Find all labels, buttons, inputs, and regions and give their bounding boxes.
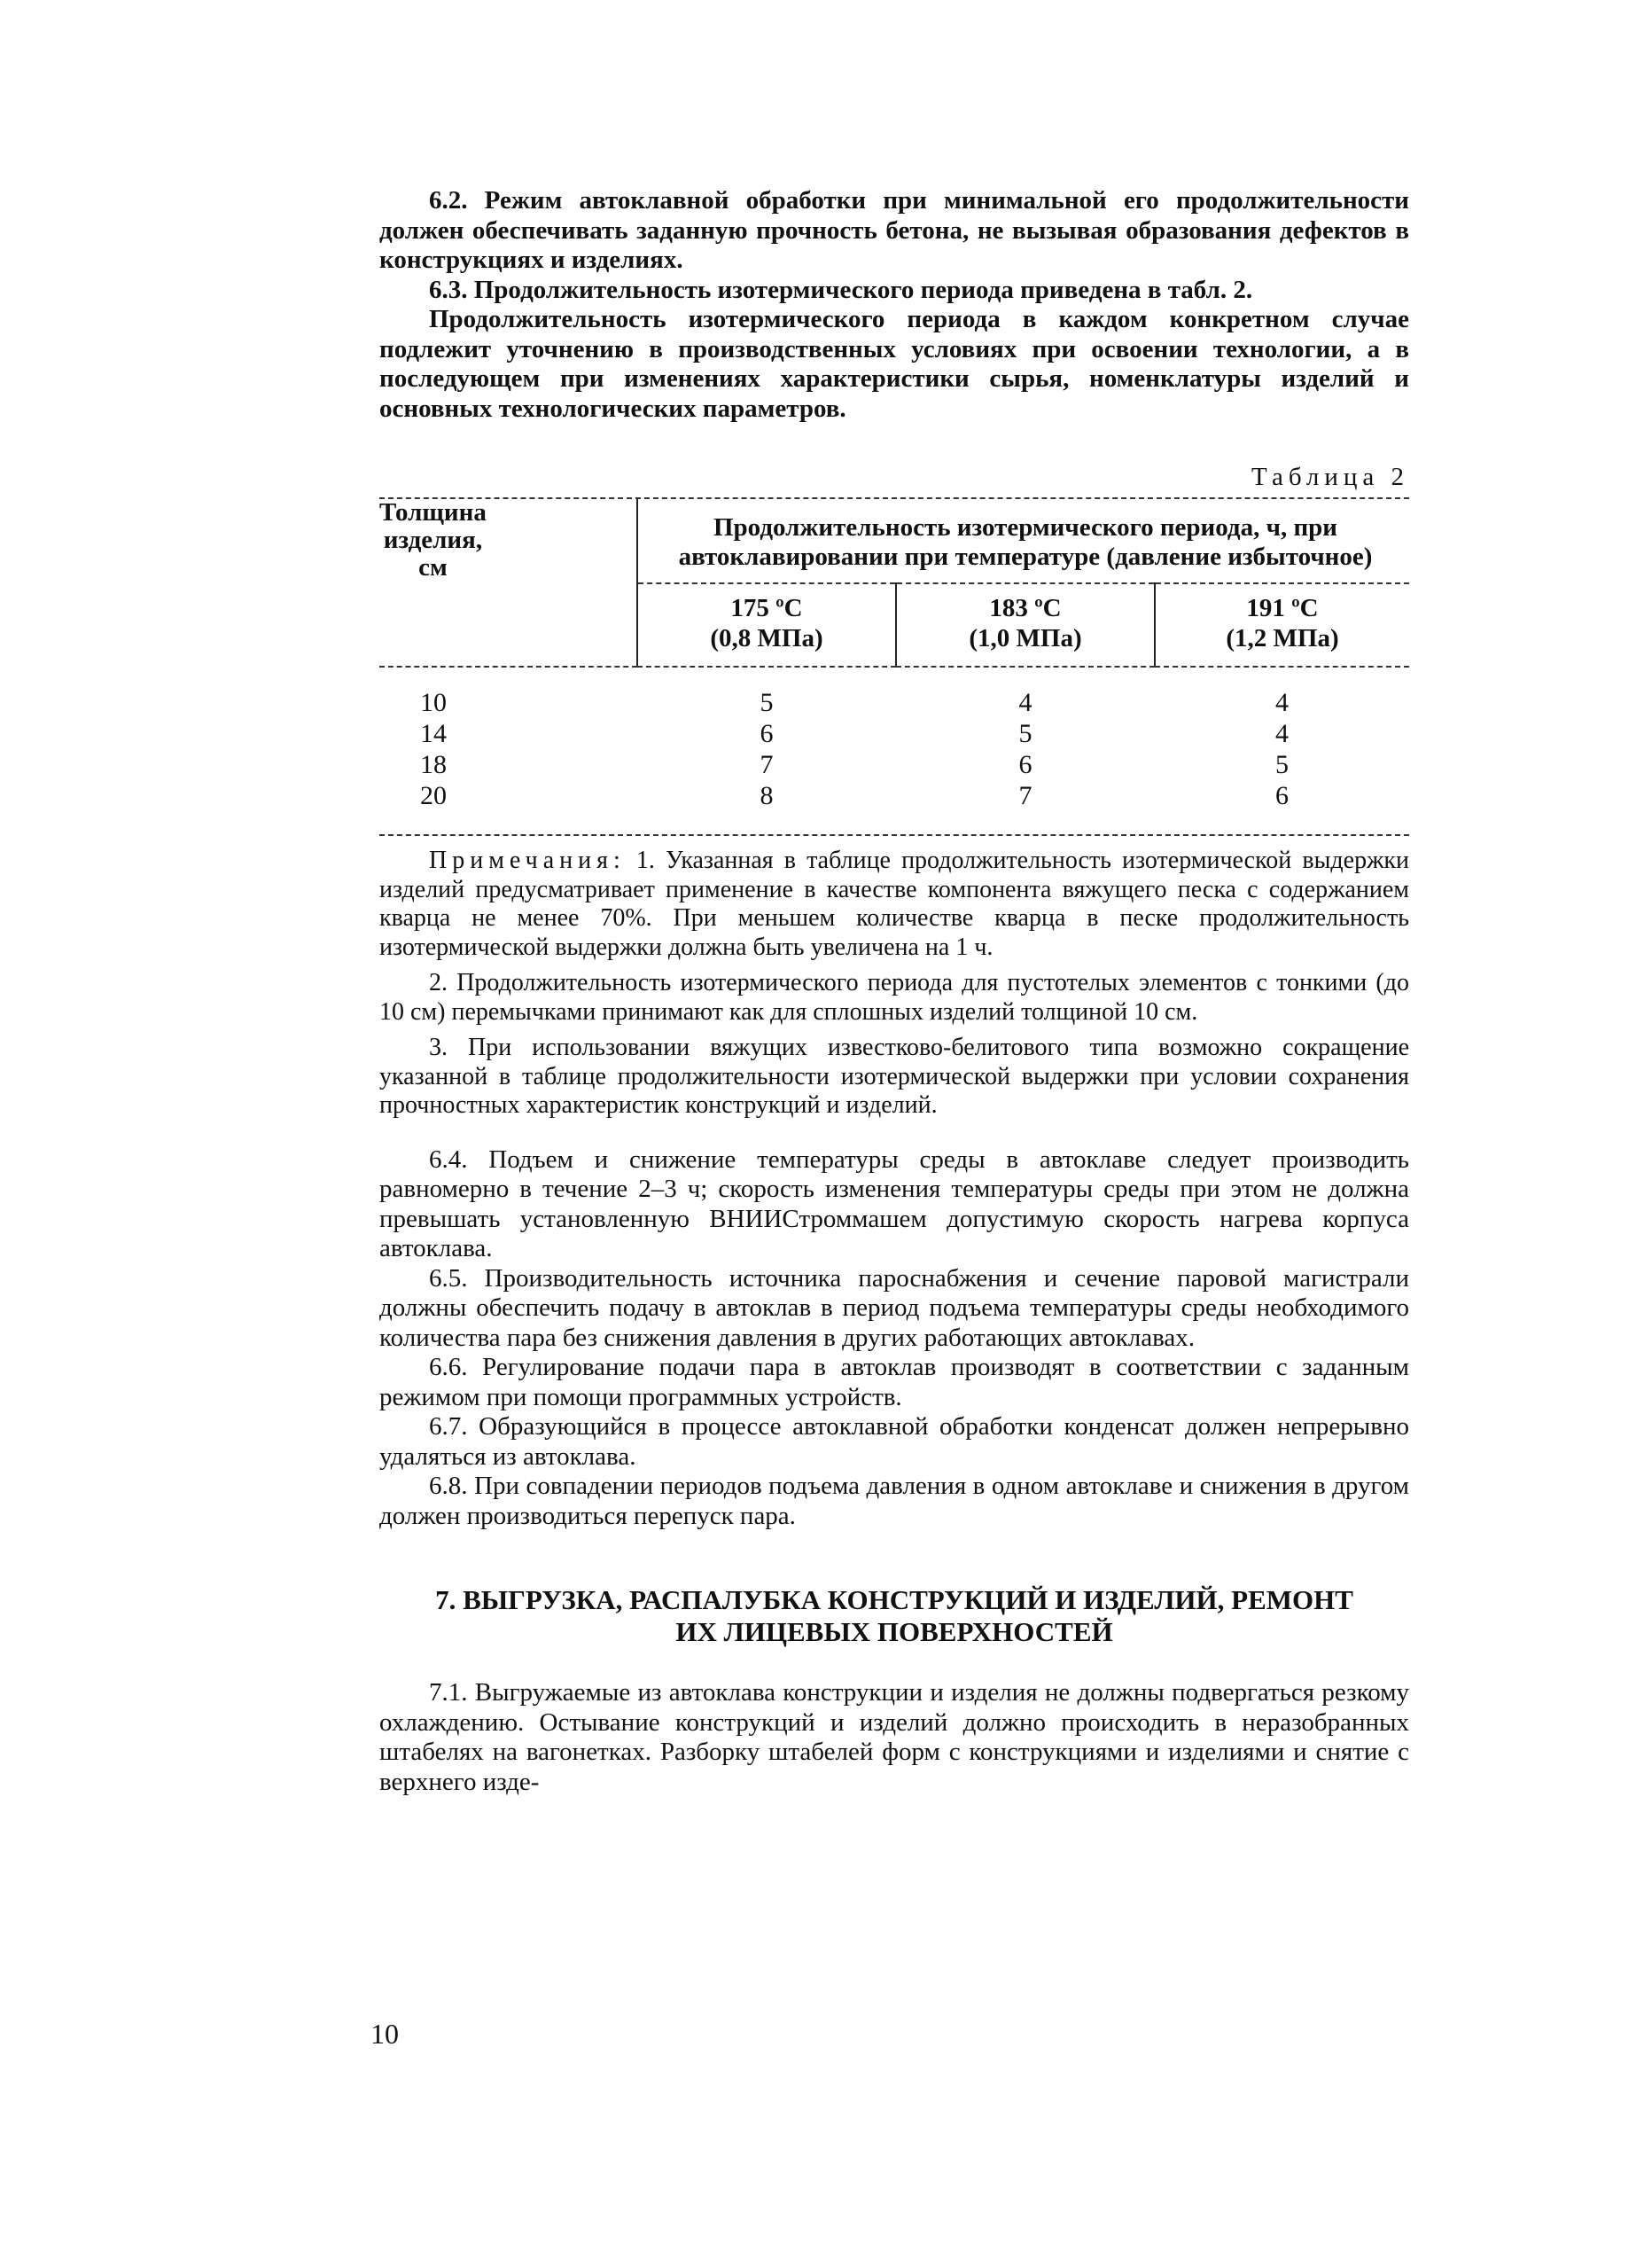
paragraph-6-8: 6.8. При совпадении периодов подъема давления в одном автоклаве и снижения в другом должен производиться перепуск пара. <box>379 1472 1409 1530</box>
thickness-header-line1: Толщина <box>379 498 487 527</box>
paragraph-7-1: 7.1. Выгружаемые из автоклава конструкции и изделия не должны подвергаться резкому охлаждению. Остывание конструкций и изделий должно происходить в неразобранных штабелях на вагонетках. Разборку штабелей форм с конструкциями и изделиями и снятие с верхнего изде- <box>379 1678 1409 1796</box>
document-page <box>379 186 1409 1797</box>
temp-header-191: 191 ºC (1,2 МПа) <box>1226 594 1339 652</box>
table-notes <box>379 847 1409 1121</box>
paragraph-6-7: 6.7. Образующийся в процессе автоклавной обработки конденсат должен непрерывно удаляться из автоклава. <box>379 1412 1409 1471</box>
table-row: 20 8 7 6 <box>420 781 1289 810</box>
temp-header-183: 183 ºC (1,0 МПа) <box>896 583 1155 666</box>
paragraph-6-3: 6.3. Продолжительность изотермического периода приведена в табл. 2. <box>429 275 1253 304</box>
thickness-header-line2: изделия, <box>383 526 483 554</box>
section-title-line2: ИХ ЛИЦЕВЫХ ПОВЕРХНОСТЕЙ <box>675 1616 1113 1647</box>
table-row: 10 5 4 4 <box>420 688 1289 717</box>
note-2: 2. Продолжительность изотермического периода для пустотелых элементов с тонкими (до 10 см) перемычками принимают как для сплошных изделий толщиной 10 см. <box>379 969 1409 1026</box>
table-caption: Таблица 2 <box>1251 463 1409 491</box>
thickness-header-line3: см <box>418 553 448 582</box>
page-number: 10 <box>370 2018 399 2050</box>
paragraph-6-3-cont: Продолжительность изотермического периода в каждом конкретном случае подлежит уточнению в производственных условиях при освоении технологии, а в последующем при изменениях характеристики сырья, номенклатуры изделий и основных технологических параметров. <box>379 305 1409 423</box>
section-title-line1: 7. ВЫГРУЗКА, РАСПАЛУБКА КОНСТРУКЦИЙ И ИЗДЕЛИЙ, РЕМОНТ <box>435 1584 1353 1615</box>
note-1-text: 1. Указанная в таблице продолжительность изотермической выдержки изделий предусматривает применение в качестве компонента вяжущего песка с содержанием кварца не менее 70%. При меньшем количестве кварца в песке продолжительность изотермической выдержки должна быть увеличена на 1 ч. <box>379 847 1409 961</box>
table-row: 14 6 5 4 <box>420 719 1289 748</box>
section-7-title <box>379 1584 1409 1648</box>
isothermal-table <box>379 499 1409 811</box>
duration-header: Продолжительность изотермического периода, ч, при автоклавировании при температуре (давление избыточное) <box>637 499 1409 583</box>
notes-label: Примечания: <box>429 847 626 874</box>
paragraph-6-4: 6.4. Подъем и снижение температуры среды в автоклаве следует производить равномерно в течение 2–3 ч; скорость изменения температуры среды при этом не должна превышать установленную ВНИИСтроммашем допустимую скорость нагрева корпуса автоклава. <box>379 1145 1409 1262</box>
paragraph-6-5: 6.5. Производительность источника пароснабжения и сечение паровой магистрали должны обеспечить подачу в автоклав в период подъема температуры среды необходимого количества пара без снижения давления в других работающих автоклавах. <box>379 1263 1409 1352</box>
temp-header-175: 175 ºC (0,8 МПа) <box>637 583 896 666</box>
table-bottom-rule <box>379 834 1409 836</box>
note-1 <box>379 847 1409 962</box>
table-row: 18 7 6 5 <box>420 750 1289 779</box>
paragraph-6-2: 6.2. Режим автоклавной обработки при минимальной его продолжительности должен обеспечивать заданную прочность бетона, не вызывая образования дефектов в конструкциях и изделиях. <box>379 186 1409 274</box>
thickness-header <box>379 499 637 666</box>
paragraph-6-6: 6.6. Регулирование подачи пара в автоклав производят в соответствии с заданным режимом при помощи программных устройств. <box>379 1353 1409 1411</box>
note-3: 3. При использовании вяжущих известково-белитового типа возможно сокращение указанной в таблице продолжительности изотермической выдержки при условии сохранения прочностных характеристик конструкций и изделий. <box>379 1034 1409 1119</box>
